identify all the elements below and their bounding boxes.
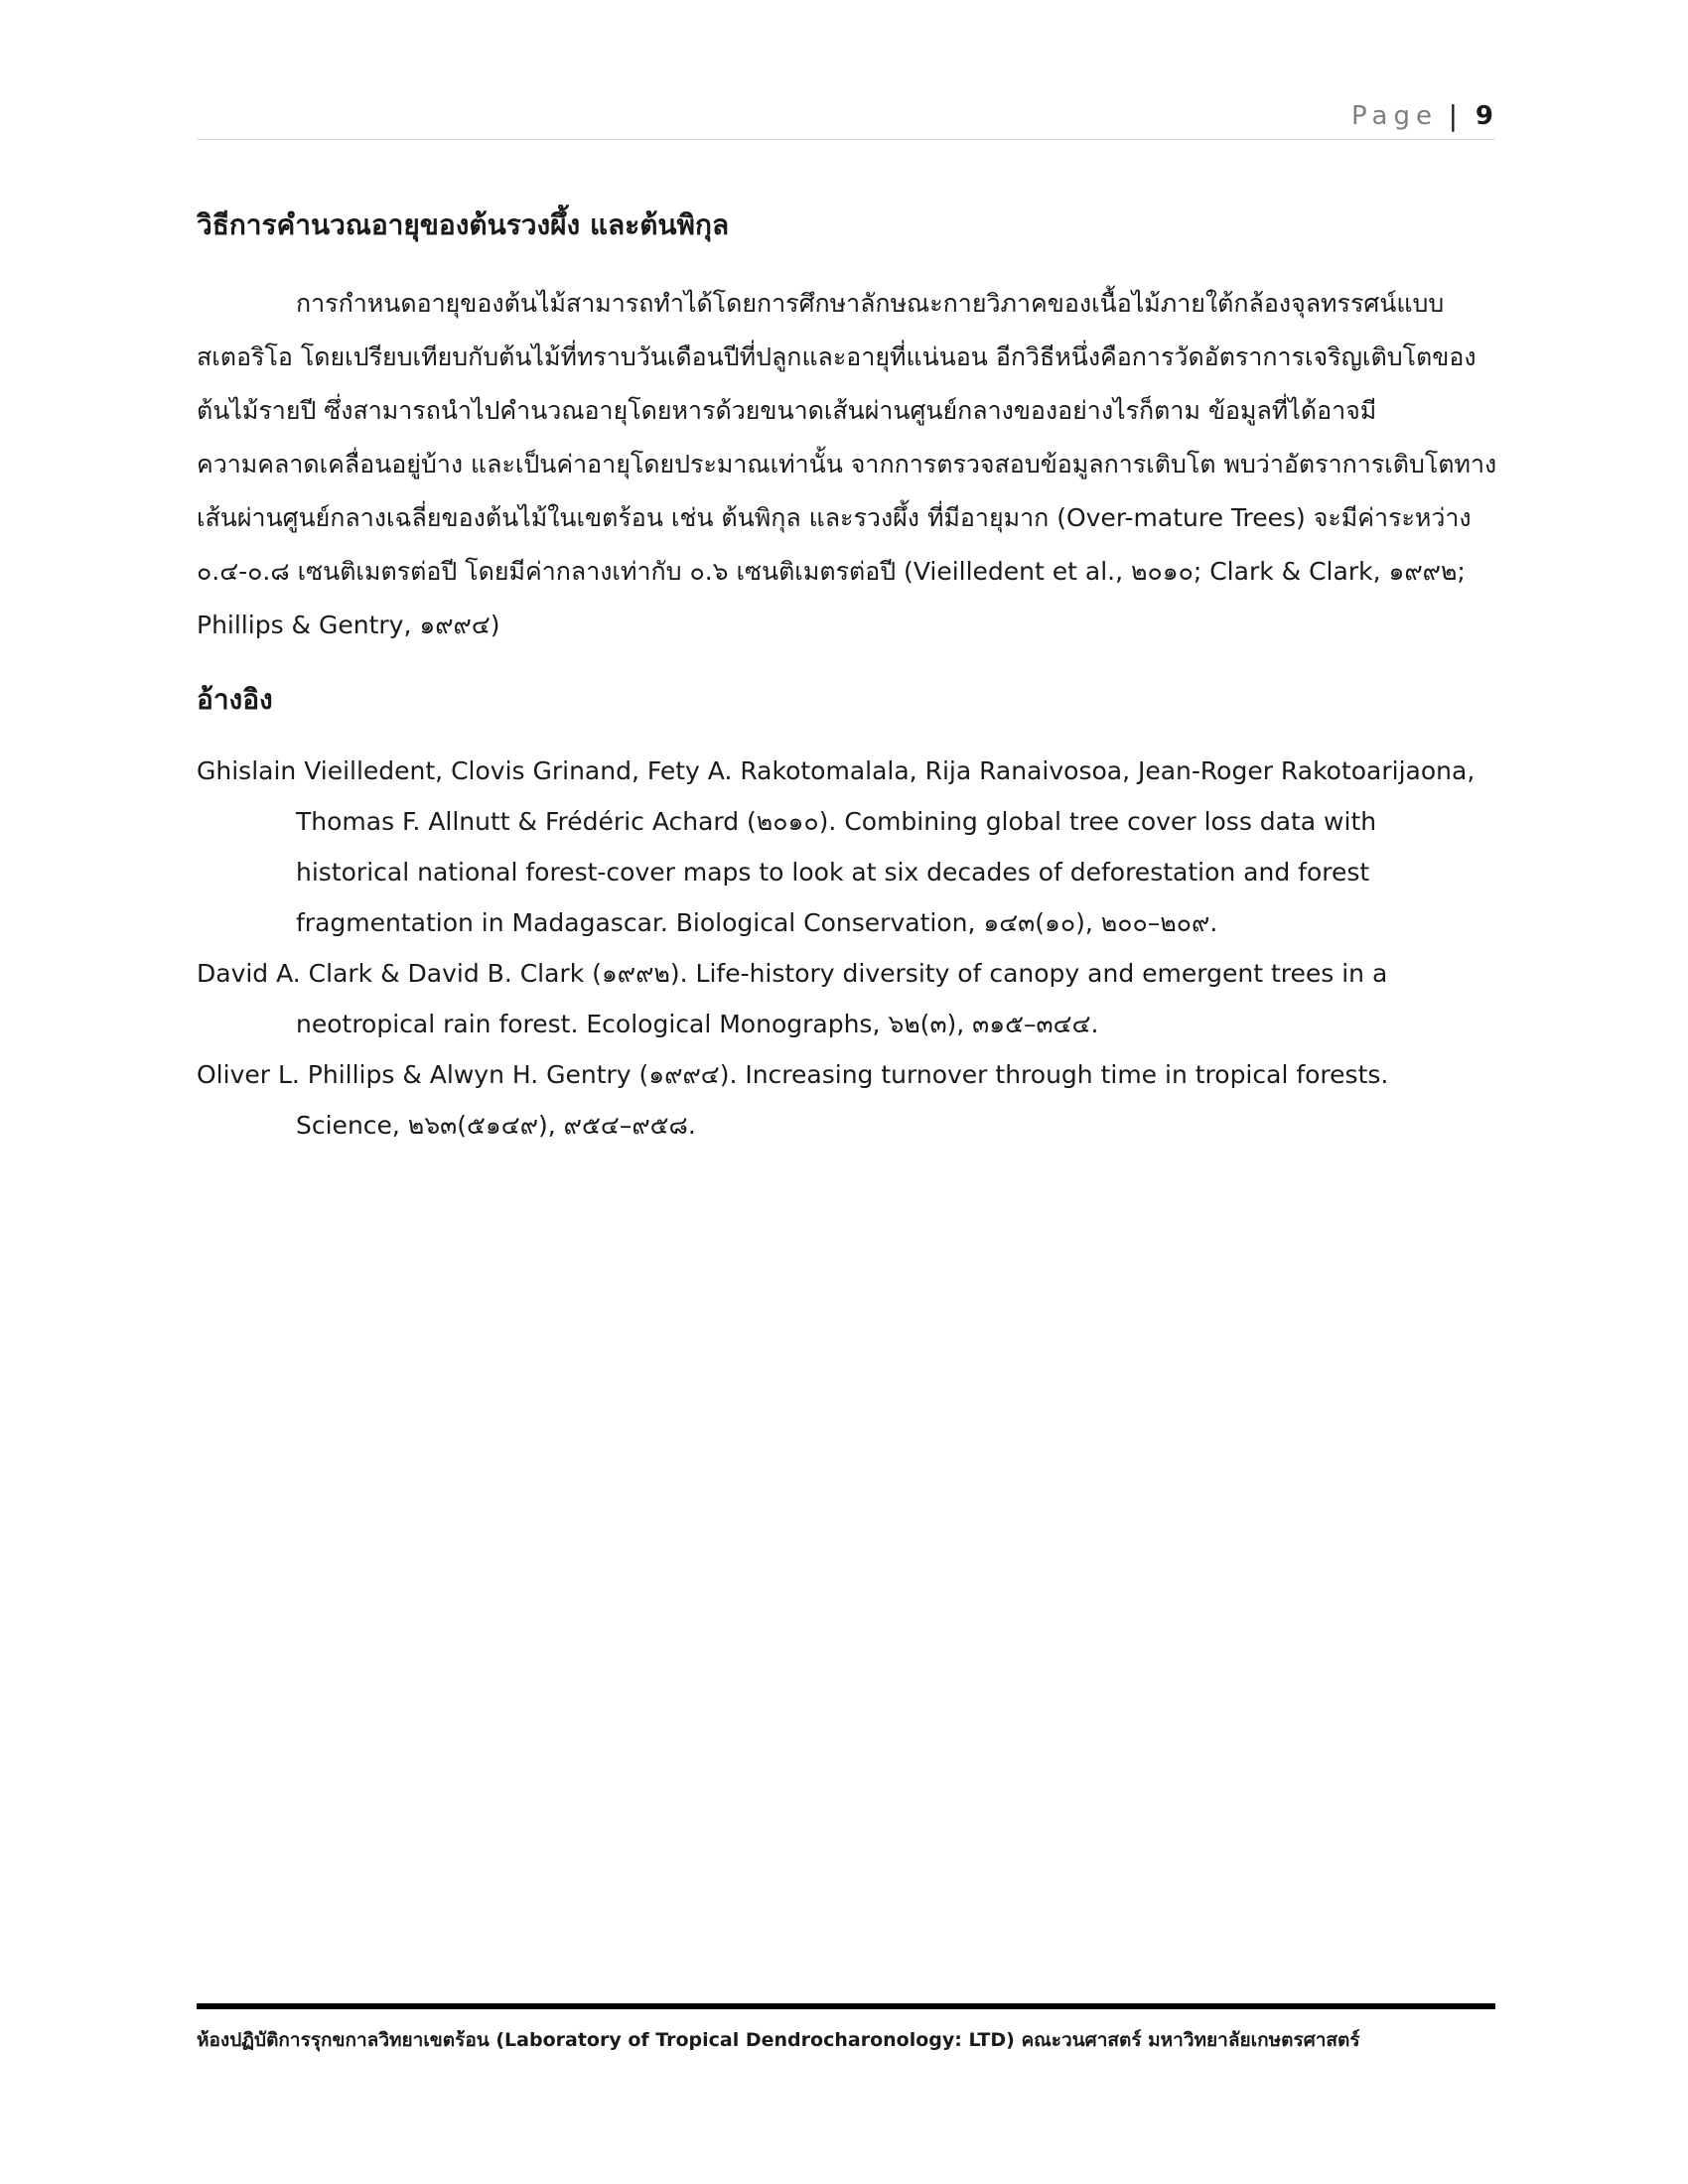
page-label: Page xyxy=(1351,101,1438,131)
body-paragraph: การกำหนดอายุของต้นไม้สามารถทำได้โดยการศึกษาลักษณะกายวิภาคของเนื้อไม้ภายใต้กล้องจุลทรรศน์แบบสเตอริโอ โดยเปรียบเทียบกับต้นไม้ที่ทราบวันเดือนปีที่ปลูกและอายุที่แน่นอน อีกวิธีหนึ่งคือการวัดอัตราการเจริญเติบโตของต้นไม้รายปี ซึ่งสามารถนำไปคำนวณอายุโดยหารด้วยขนาดเส้นผ่านศูนย์กลางของอย่างไรก็ตาม ข้อมูลที่ได้อาจมีความคลาดเคลื่อนอยู่บ้าง และเป็นค่าอายุโดยประมาณเท่านั้น จากการตรวจสอบข้อมูลการเติบโต พบว่าอัตราการเติบโตทางเส้นผ่านศูนย์กลางเฉลี่ยของต้นไม้ในเขตร้อน เช่น ต้นพิกุล และรวงผึ้ง ที่มีอายุมาก (Over-mature Trees) จะมีค่าระหว่าง ๐.๔-๐.๘ เซนติเมตรต่อปี โดยมีค่ากลางเท่ากับ ๐.๖ เซนติเมตรต่อปี (Vieilledent et al., ๒๐๑๐; Clark & Clark, ๑๙๙๒; Phillips & Gentry, ๑๙๙๔) xyxy=(197,289,1497,639)
page-separator: | xyxy=(1448,99,1458,132)
page-number: 9 xyxy=(1475,101,1493,131)
reference-item: Oliver L. Phillips & Alwyn H. Gentry (๑๙๙๔). Increasing turnover through time in tropical forests. Science, ๒๖๓(๕๑๔๙), ๙๕๔–๙๕๘. xyxy=(197,1060,1389,1140)
references-title: อ้างอิง xyxy=(197,683,273,716)
footer-divider xyxy=(197,2003,1495,2009)
section-title: วิธีการคำนวณอายุของต้นรวงผึ้ง และต้นพิกุล xyxy=(197,208,730,241)
footer-text: ห้องปฏิบัติการรุกขกาลวิทยาเขตร้อน (Laboratory of Tropical Dendrocharonology: LTD) คณะวนศาสตร์ มหาวิทยาลัยเกษตรศาสตร์ xyxy=(197,2029,1360,2051)
reference-list xyxy=(197,746,1497,1151)
reference-item: Ghislain Vieilledent, Clovis Grinand, Fety A. Rakotomalala, Rija Ranaivosoa, Jean-Roger Rakotoarijaona, Thomas F. Allnutt & Frédéric Achard (๒๐๑๐). Combining global tree cover loss data with historical national forest-cover maps to look at six decades of deforestation and forest fragmentation in Madagascar. Biological Conservation, ๑๔๓(๑๐), ๒๐๐–๒๐๙. xyxy=(197,756,1476,937)
document-body xyxy=(197,204,1497,1151)
reference-item: David A. Clark & David B. Clark (๑๙๙๒). Life-history diversity of canopy and emergent trees in a neotropical rain forest. Ecological Monographs, ๖๒(๓), ๓๑๕–๓๔๔. xyxy=(197,959,1388,1038)
page-header xyxy=(197,99,1495,140)
